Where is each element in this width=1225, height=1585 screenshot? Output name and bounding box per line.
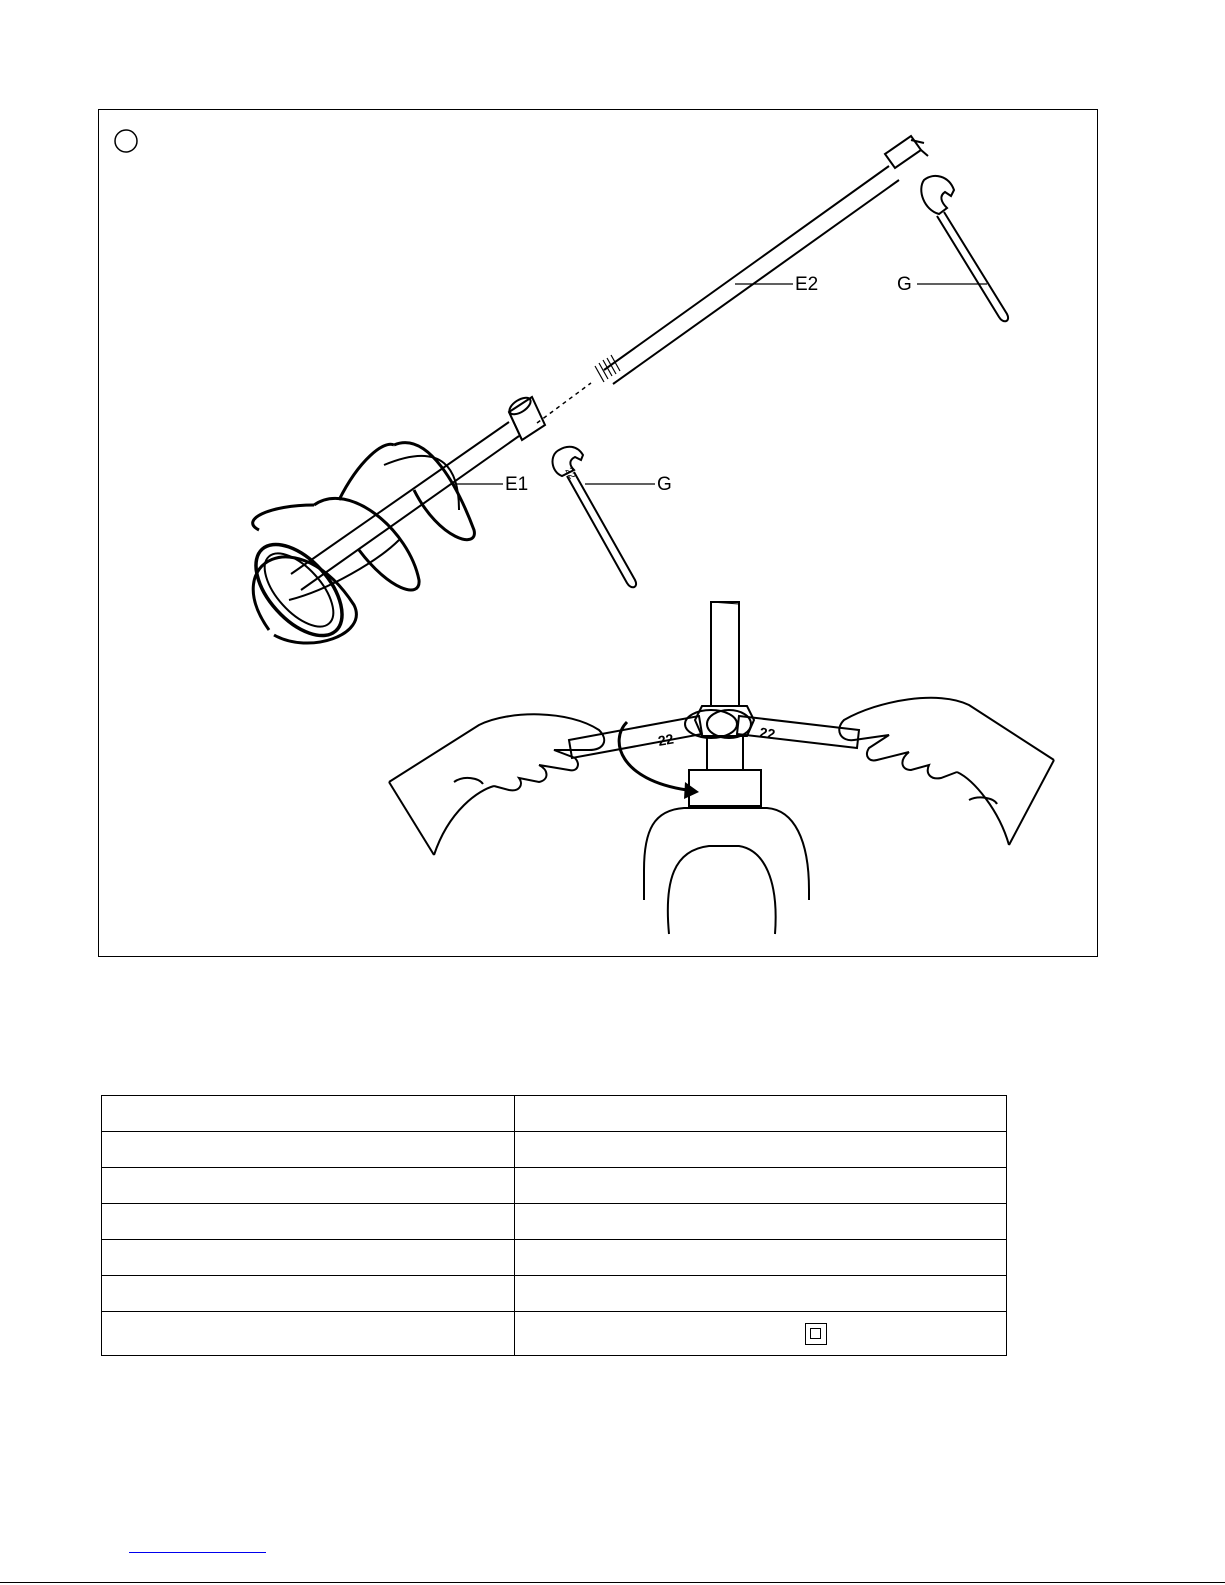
callout-e2: E2: [795, 274, 819, 295]
table-row: [102, 1312, 1007, 1356]
spec-value: [515, 1168, 1007, 1204]
double-insulation-icon: [805, 1323, 827, 1345]
footer-link[interactable]: [129, 1551, 266, 1553]
wrench-size-mark: 22: [562, 466, 578, 482]
spec-value: [515, 1132, 1007, 1168]
wrench-left-size: 22: [656, 730, 675, 749]
coupling-nut: [507, 394, 545, 440]
assembly-figure: [98, 109, 1098, 957]
figure-number-circle: [115, 130, 137, 152]
drill-assembly-scene: [644, 602, 809, 934]
spec-value: [515, 1240, 1007, 1276]
callout-g-middle: G: [657, 474, 672, 495]
wrench-g-top: [921, 176, 1008, 321]
spec-value: [515, 1204, 1007, 1240]
callout-e1: E1: [505, 474, 529, 495]
table-row: [102, 1096, 1007, 1132]
spec-value: [515, 1276, 1007, 1312]
wrench-right-size: 22: [758, 724, 777, 743]
extension-rod-e2: [595, 136, 928, 384]
table-row: [102, 1240, 1007, 1276]
spec-label: [102, 1204, 515, 1240]
table-row: [102, 1276, 1007, 1312]
wrench-g-middle: [553, 447, 637, 588]
spec-value-cell: [515, 1312, 1007, 1356]
technical-data-table: [101, 1095, 1007, 1356]
spec-label: [102, 1096, 515, 1132]
spec-label: [102, 1132, 515, 1168]
helical-paddle: [240, 443, 475, 651]
wrench-left: [569, 710, 737, 758]
spec-value: [515, 1096, 1007, 1132]
table-row: [102, 1204, 1007, 1240]
spec-label: [102, 1312, 515, 1356]
right-hand: [839, 698, 1054, 845]
table-row: [102, 1132, 1007, 1168]
paddle-shaft-e1: [291, 422, 519, 590]
spec-label: [102, 1240, 515, 1276]
table-row: [102, 1168, 1007, 1204]
connection-line: [537, 383, 591, 423]
wrench-right: [707, 710, 859, 748]
callout-g-top: G: [897, 274, 912, 295]
left-hand: [389, 714, 604, 855]
assembly-illustration: [99, 110, 1099, 958]
spec-label: [102, 1276, 515, 1312]
spec-label: [102, 1168, 515, 1204]
footer-divider: [0, 1582, 1225, 1583]
